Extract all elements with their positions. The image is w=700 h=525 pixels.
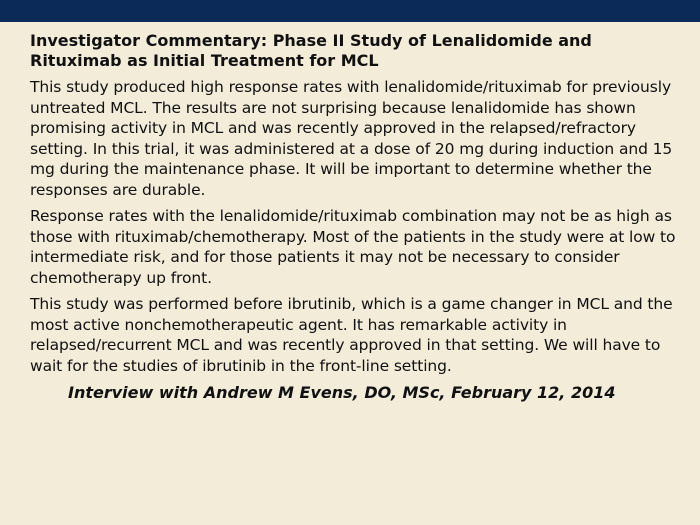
slide-content xyxy=(30,31,680,403)
commentary-paragraph-1: This study produced high response rates with lenalidomide/rituximab for previously untreated MCL. The results are not surprising because lenalidomide has shown promising activity in MCL and was recently approved in the relapsed/refractory setting. In this trial, it was administered at a dose of 20 mg during induction and 15 mg during the maintenance phase. It will be important to determine whether the responses are durable. xyxy=(30,78,673,199)
commentary-paragraph-3: This study was performed before ibrutinib, which is a game changer in MCL and the most active nonchemotherapeutic agent. It has remarkable activity in relapsed/recurrent MCL and was recently approved in that setting. We will have to wait for the studies of ibrutinib in the front-line setting. xyxy=(30,295,673,375)
slide-title: Investigator Commentary: Phase II Study of Lenalidomide and Rituximab as Initial Treatment for MCL xyxy=(30,31,592,70)
commentary-paragraph-2: Response rates with the lenalidomide/rituximab combination may not be as high as those with rituximab/chemotherapy. Most of the patients in the study were at low to intermediate risk, and for those patients it may not be necessary to consider chemotherapy up front. xyxy=(30,207,676,287)
interview-attribution: Interview with Andrew M Evens, DO, MSc, February 12, 2014 xyxy=(68,383,616,402)
header-bar xyxy=(0,0,700,22)
